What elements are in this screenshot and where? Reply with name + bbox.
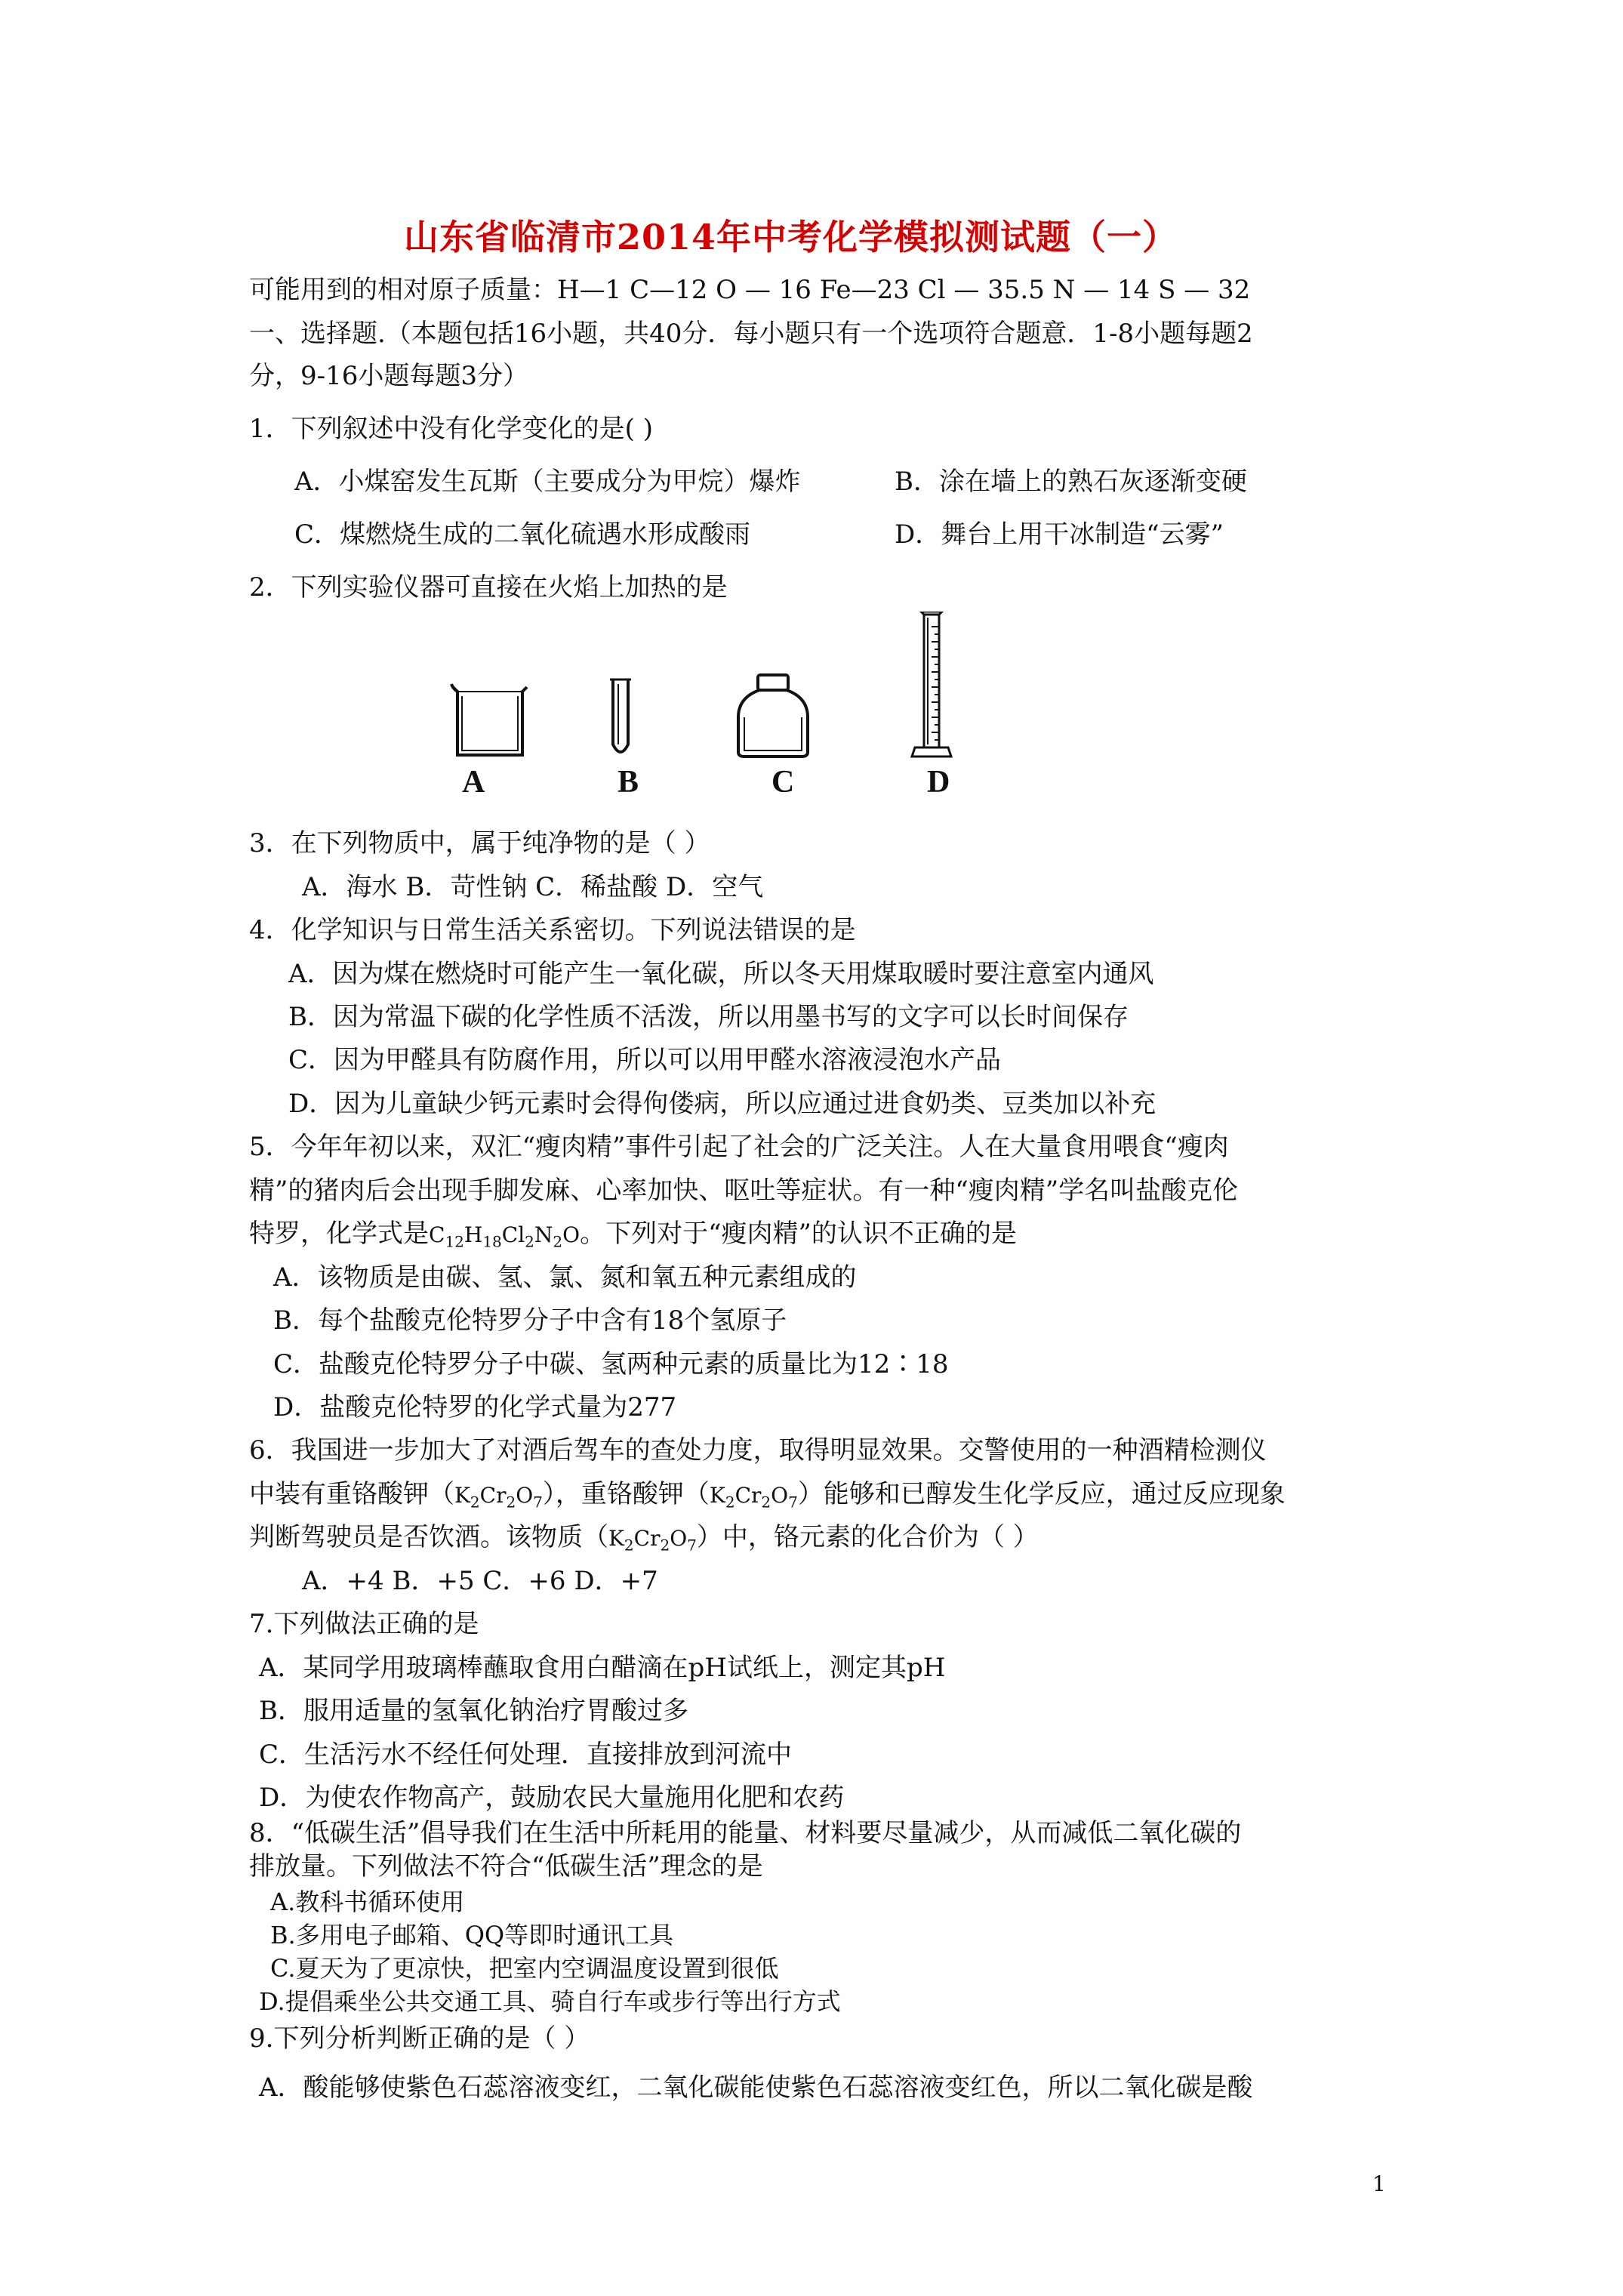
q6-line3-post: ）中，铬元素的化合价为（ ）: [696, 1522, 1039, 1552]
gas-jar-illustration: [738, 675, 808, 757]
formula-o: O: [516, 1483, 534, 1508]
q7-stem: 7.下列做法正确的是: [249, 1609, 479, 1639]
formula-k-sub: 2: [624, 1536, 634, 1555]
formula-k2cr2o7-3: [608, 1526, 697, 1555]
q9-stem: 9.下列分析判断正确的是（ ）: [249, 2023, 590, 2054]
formula-cl-sub: 2: [525, 1232, 534, 1251]
q5-line3-pre: 特罗，化学式是: [249, 1219, 429, 1249]
formula-k: K: [608, 1526, 624, 1551]
q5-line2: 精”的猪肉后会出现手脚发麻、心率加快、呕吐等症状。有一种“瘦肉精”学名叫盐酸克伦: [249, 1176, 1239, 1206]
q5-option-a: A．该物质是由碳、氢、氯、氮和氧五种元素组成的: [273, 1262, 857, 1293]
test-tube-illustration: [610, 680, 631, 752]
formula-o-sub: 7: [533, 1493, 543, 1512]
q6-line2-pre: 中装有重铬酸钾（: [249, 1479, 454, 1509]
formula-c-sub: 12: [445, 1232, 464, 1251]
q1-option-b: B．涂在墙上的熟石灰逐渐变硬: [895, 467, 1247, 497]
formula-cr-sub: 2: [761, 1493, 771, 1512]
q5-option-c: C．盐酸克伦特罗分子中碳、氢两种元素的质量比为12∶18: [273, 1349, 949, 1379]
q4-option-a: A．因为煤在燃烧时可能产生一氧化碳，所以冬天用煤取暖时要注意室内通风: [288, 959, 1154, 989]
q7-option-b: B．服用适量的氢氧化钠治疗胃酸过多: [259, 1696, 688, 1726]
formula-n-sub: 2: [553, 1232, 563, 1251]
section-heading-line2: 分，9-16小题每题3分）: [249, 361, 529, 391]
formula-k2cr2o7: [454, 1483, 543, 1512]
q5-option-b: B．每个盐酸克伦特罗分子中含有18个氢原子: [273, 1305, 787, 1336]
q8-line1: 8．“低碳生活”倡导我们在生活中所耗用的能量、材料要尽量减少，从而减低二氧化碳的: [249, 1818, 1242, 1848]
page-number: 1: [1372, 2171, 1386, 2196]
q8-option-c: C.夏天为了更凉快，把室内空调温度设置到很低: [270, 1954, 779, 1983]
formula-cr: Cr: [633, 1526, 661, 1551]
figure-label-c: C: [771, 765, 795, 800]
formula-k-sub: 2: [470, 1493, 480, 1512]
q6-line2: [249, 1479, 1286, 1518]
formula-cr: Cr: [479, 1483, 507, 1508]
q3-options: A．海水 B．苛性钠 C．稀盐酸 D．空气: [302, 872, 764, 902]
apparatus-figure: [423, 612, 996, 763]
q4-option-c: C．因为甲醛具有防腐作用，所以可以用甲醛水溶液浸泡水产品: [288, 1045, 1002, 1075]
formula-k: K: [709, 1483, 725, 1508]
formula-k-sub: 2: [725, 1493, 735, 1512]
q8-line2: 排放量。下列做法不符合“低碳生活”理念的是: [249, 1851, 763, 1881]
formula-o: O: [771, 1483, 789, 1508]
graduated-cylinder-illustration: [912, 612, 951, 757]
formula-k: K: [454, 1483, 470, 1508]
q7-option-a: A．某同学用玻璃棒蘸取食用白醋滴在pH试纸上，测定其pH: [259, 1653, 946, 1683]
q5-option-d: D．盐酸克伦特罗的化学式量为277: [273, 1392, 677, 1422]
formula-o: O: [562, 1222, 581, 1247]
q5-line1: 5．今年年初以来，双汇“瘦肉精”事件引起了社会的广泛关注。人在大量食用喂食“瘦肉: [249, 1132, 1229, 1162]
figure-label-a: A: [462, 765, 485, 800]
q1-option-d: D．舞台上用干冰制造“云雾”: [895, 519, 1224, 550]
formula-cr-sub: 2: [506, 1493, 516, 1512]
q6-options: A．+4 B．+5 C．+6 D．+7: [302, 1566, 658, 1596]
formula-k2cr2o7-2: [709, 1483, 798, 1512]
q9-option-a: A．酸能够使紫色石蕊溶液变红，二氧化碳能使紫色石蕊溶液变红色，所以二氧化碳是酸: [259, 2073, 1253, 2103]
formula-o-sub: 7: [687, 1536, 697, 1555]
q8-option-d: D.提倡乘坐公共交通工具、骑自行车或步行等出行方式: [259, 1987, 841, 2016]
q6-line3-pre: 判断驾驶员是否饮酒。该物质（: [249, 1522, 608, 1552]
q5-line3: [249, 1219, 1017, 1257]
q1-option-c: C．煤燃烧生成的二氧化硫遇水形成酸雨: [294, 519, 751, 550]
q4-stem: 4．化学知识与日常生活关系密切。下列说法错误的是: [249, 915, 856, 945]
q8-option-b: B.多用电子邮箱、QQ等即时通讯工具: [270, 1921, 674, 1949]
q7-option-d: D．为使农作物高产，鼓励农民大量施用化肥和农药: [259, 1783, 845, 1813]
atomic-mass-line: 可能用到的相对原子质量：H—1 C—12 O — 16 Fe—23 Cl — 35.5 N — 14 S — 32: [249, 275, 1251, 305]
formula-cl: Cl: [501, 1222, 525, 1247]
q5-line3-post: 。下列对于“瘦肉精”的认识不正确的是: [580, 1219, 1017, 1249]
formula-h: H: [463, 1222, 483, 1247]
q3-stem: 3．在下列物质中，属于纯净物的是（ ）: [249, 828, 710, 858]
formula-o: O: [670, 1526, 688, 1551]
beaker-illustration: [451, 684, 527, 755]
q4-option-b: B．因为常温下碳的化学性质不活泼，所以用墨书写的文字可以长时间保存: [288, 1002, 1129, 1032]
q7-option-c: C．生活污水不经任何处理．直接排放到河流中: [259, 1740, 793, 1770]
formula-o-sub: 7: [788, 1493, 798, 1512]
formula-h-sub: 18: [482, 1232, 502, 1251]
q2-stem: 2．下列实验仪器可直接在火焰上加热的是: [249, 572, 728, 603]
formula-n: N: [534, 1222, 553, 1247]
q6-line2-post: ）能够和已醇发生化学反应，通过反应现象: [797, 1479, 1286, 1509]
figure-label-b: B: [617, 765, 639, 800]
q6-line3: [249, 1522, 1039, 1561]
q4-option-d: D．因为儿童缺少钙元素时会得佝偻病，所以应通过进食奶类、豆类加以补充: [288, 1089, 1156, 1119]
formula-c: C: [429, 1222, 445, 1247]
q6-line2-mid: ），重铬酸钾（: [542, 1479, 710, 1509]
q1-option-a: A．小煤窑发生瓦斯（主要成分为甲烷）爆炸: [294, 467, 801, 497]
q1-stem: 1．下列叙述中没有化学变化的是( ): [249, 414, 653, 444]
formula-cr-sub: 2: [660, 1536, 670, 1555]
section-heading-line1: 一、选择题.（本题包括16小题，共40分．每小题只有一个选项符合题意．1-8小题每题2: [249, 319, 1253, 349]
q6-line1: 6．我国进一步加大了对酒后驾车的查处力度，取得明显效果。交警使用的一种酒精检测仪: [249, 1435, 1267, 1465]
page-title: 山东省临清市2014年中考化学模拟测试题（一）: [404, 217, 1178, 257]
q8-option-a: A.教科书循环使用: [270, 1888, 465, 1916]
chemical-formula: [429, 1222, 581, 1251]
formula-cr: Cr: [735, 1483, 762, 1508]
figure-label-d: D: [927, 765, 950, 800]
